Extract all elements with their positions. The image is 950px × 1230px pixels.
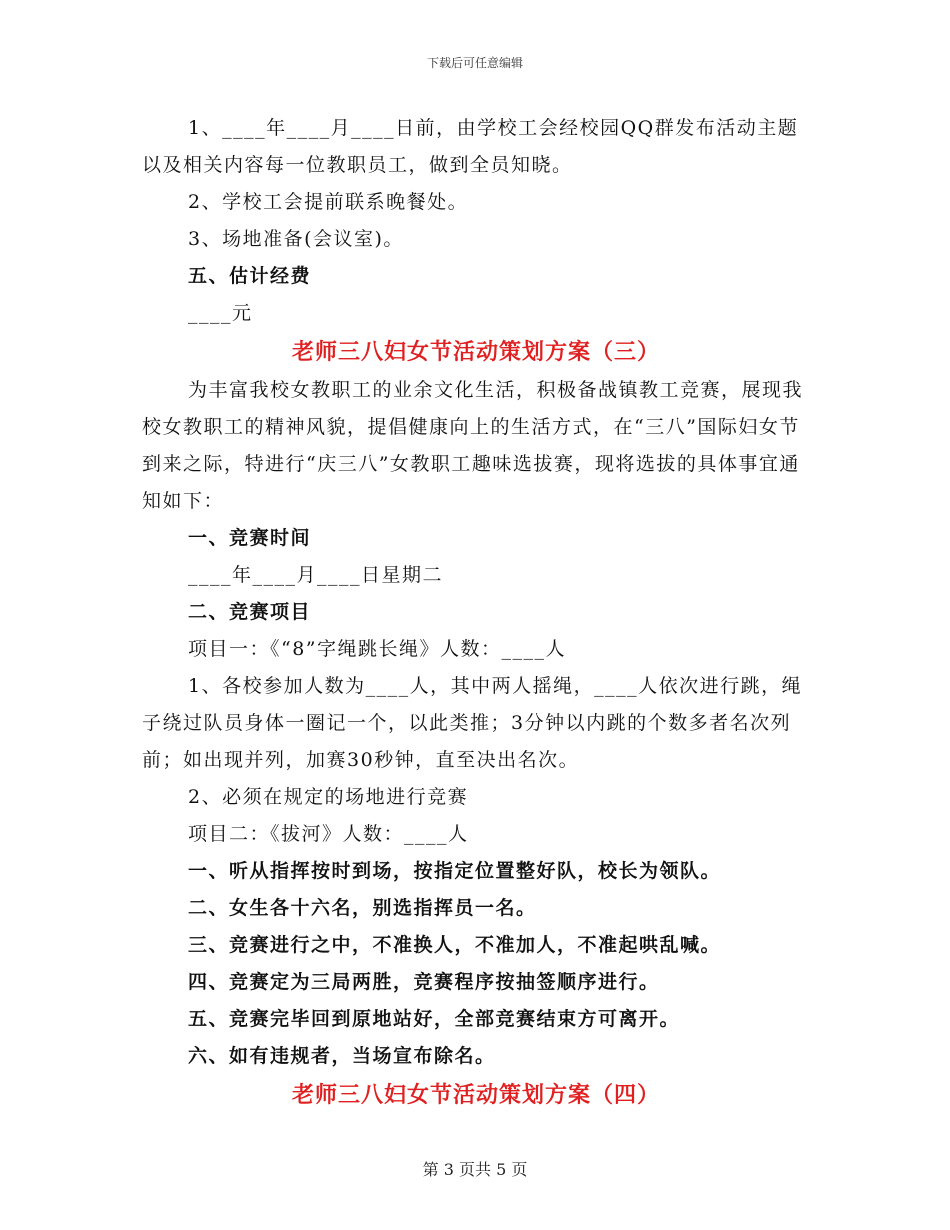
bold-paragraph: 五、竞赛完毕回到原地站好，全部竞赛结束方可离开。 — [188, 1008, 681, 1030]
paragraph: ____元 — [188, 302, 253, 324]
paragraph: 2、必须在规定的场地进行竞赛 — [188, 786, 469, 808]
page-header: 下载后可任意编辑 — [426, 56, 523, 70]
bold-paragraph: 四、竞赛定为三局两胜，竞赛程序按抽签顺序进行。 — [188, 971, 660, 993]
paragraph: 项目二：《拔河》人数：____人 — [188, 823, 469, 845]
paragraph: 3、场地准备(会议室)。 — [188, 228, 404, 250]
document-body — [142, 110, 810, 1115]
paragraph: 1、各校参加人数为____人，其中两人摇绳，____人依次进行跳，绳子绕过队员身体一圈记一个，以此类推；3分钟以内跳的个数多者名次列前；如出现并列，加赛30秒钟，直至决出名次。 — [142, 675, 803, 771]
paragraph: ____年____月____日星期二 — [188, 564, 444, 586]
bold-paragraph: 二、女生各十六名，别选指挥员一名。 — [188, 897, 537, 919]
paragraph: 1、____年____月____日前，由学校工会经校园QQ群发布活动主题以及相关内容每一位教职员工，做到全员知晓。 — [142, 117, 799, 176]
paragraph: 2、学校工会提前联系晚餐处。 — [188, 191, 469, 213]
bold-paragraph: 五、估计经费 — [188, 265, 312, 287]
paragraph: 项目一：《“8”字绳跳长绳》人数：____人 — [188, 638, 567, 660]
paragraph: 为丰富我校女教职工的业余文化生活，积极备战镇教工竞赛，展现我校女教职工的精神风貌，提倡健康向上的生活方式，在“三八”国际妇女节到来之际，特进行“庆三八”女教职工趣味选拔赛，现将选拔的具体事宜通知如下： — [142, 379, 804, 512]
section-title: 老师三八妇女节活动策划方案（三） — [291, 339, 660, 365]
bold-paragraph: 六、如有违规者，当场宣布除名。 — [188, 1045, 496, 1067]
bold-paragraph: 二、竞赛项目 — [188, 601, 312, 623]
section-title: 老师三八妇女节活动策划方案（四） — [291, 1082, 660, 1108]
bold-paragraph: 一、竞赛时间 — [188, 527, 312, 549]
page-footer: 第 3 页共 5 页 — [422, 1160, 528, 1179]
bold-paragraph: 一、听从指挥按时到场，按指定位置整好队，校长为领队。 — [188, 860, 722, 882]
bold-paragraph: 三、竞赛进行之中，不准换人，不准加人，不准起哄乱喊。 — [188, 934, 722, 956]
